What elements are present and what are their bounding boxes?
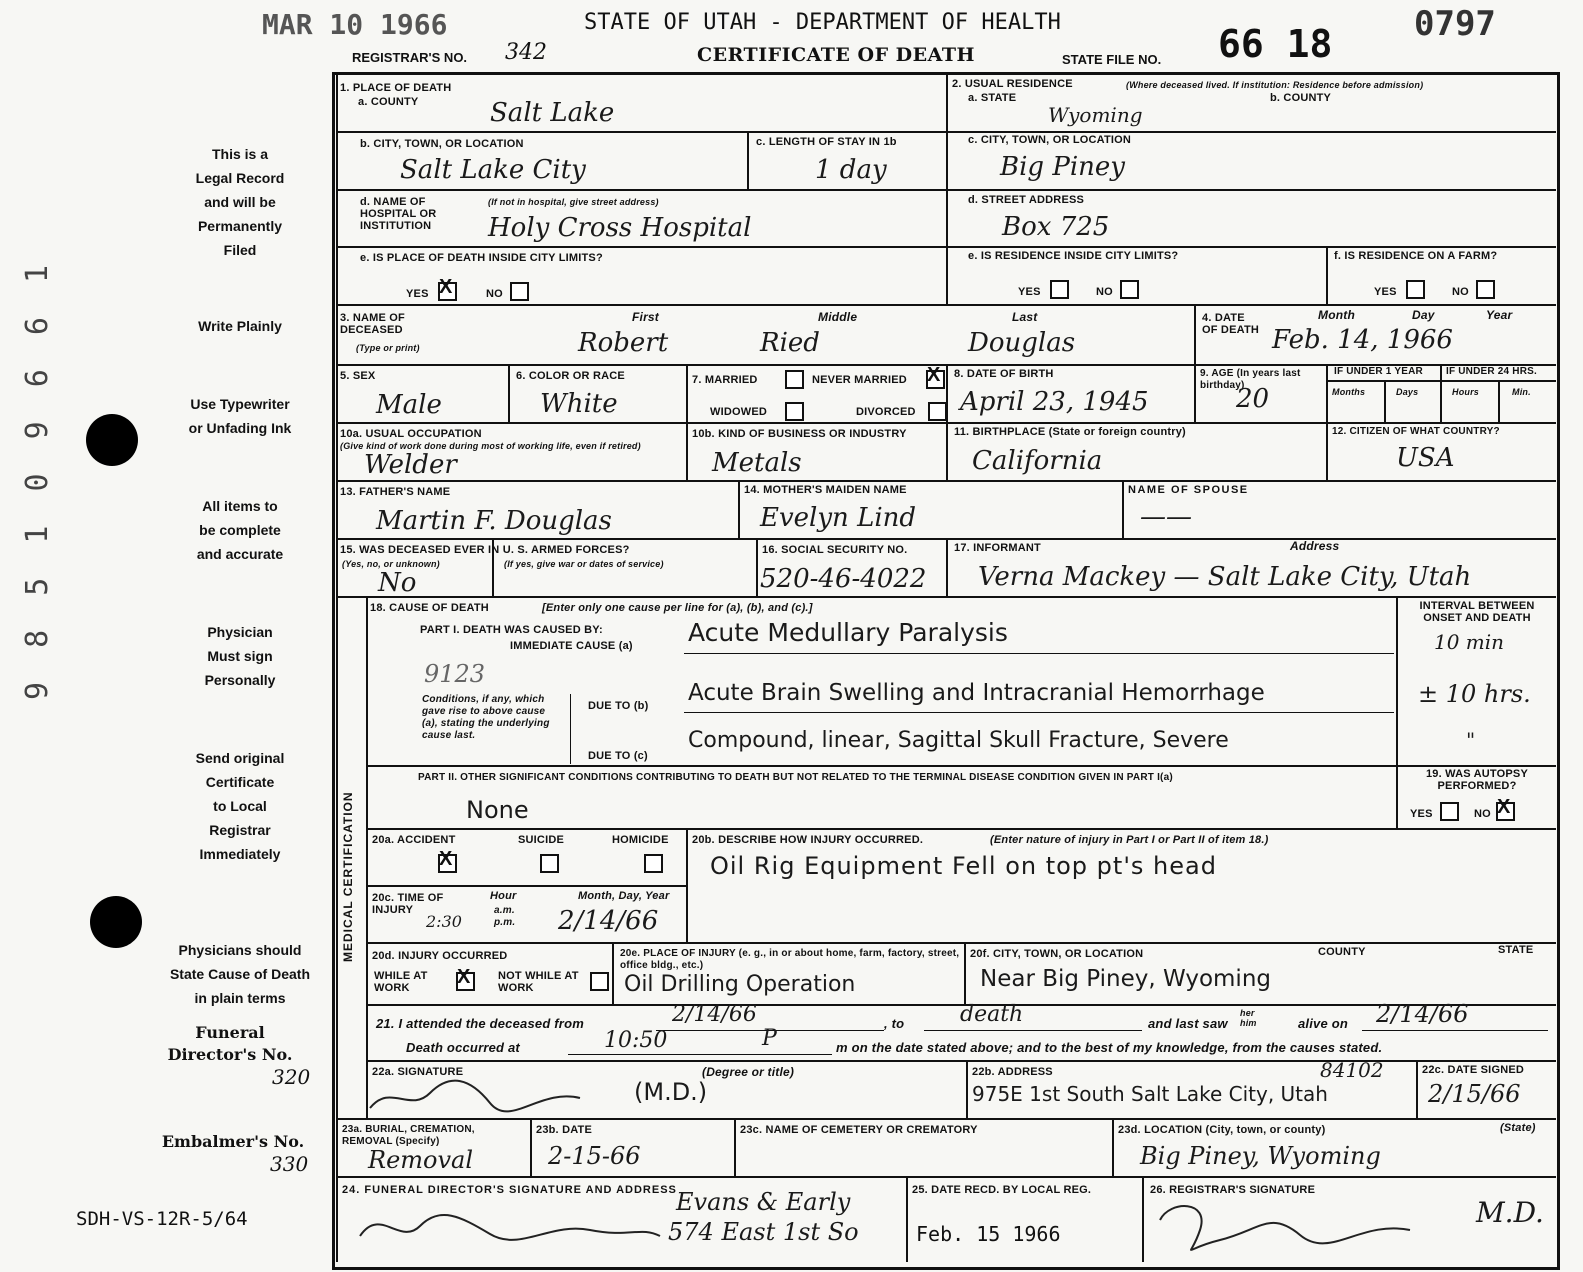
check-mark-while-at-work: X — [457, 966, 471, 988]
value-mother: Evelyn Lind — [760, 503, 917, 533]
label-address-22b: 22b. ADDRESS — [972, 1066, 1053, 1078]
label-signature: 22a. SIGNATURE — [372, 1066, 464, 1078]
label-her-him: her him — [1240, 1008, 1257, 1028]
label-date-of-death: 4. DATE OF DEATH — [1202, 312, 1260, 336]
label-last-saw: and last saw — [1148, 1016, 1228, 1031]
label-under-24-hrs: IF UNDER 24 HRS. — [1446, 366, 1537, 377]
label-armed-forces: 15. WAS DECEASED EVER IN U. S. ARMED FORCES? — [340, 544, 630, 556]
value-funeral-address: 574 East 1st So — [668, 1218, 859, 1246]
value-father: Martin F. Douglas — [376, 506, 612, 536]
value-physician-address: 975E 1st South Salt Lake City, Utah — [972, 1082, 1328, 1106]
label-time-of-injury: 20c. TIME OF INJURY — [372, 892, 444, 916]
label-city: b. CITY, TOWN, OR LOCATION — [360, 138, 524, 150]
checkbox-no-1e[interactable] — [510, 282, 529, 301]
value-date-received: Feb. 15 1966 — [916, 1222, 1061, 1246]
value-interval-c: " — [1466, 728, 1476, 752]
check-mark-1e: X — [439, 276, 453, 298]
embalmer-number: 330 — [270, 1152, 309, 1176]
label-injury-county: COUNTY — [1318, 946, 1366, 958]
label-dod-year: Year — [1486, 308, 1513, 322]
label-citizen: 12. CITIZEN OF WHAT COUNTRY? — [1332, 426, 1500, 437]
physician-signature — [350, 1068, 590, 1118]
label-on-date-stated: m on the date stated above; and to the best of my knowledge, from the causes stated. — [836, 1040, 1383, 1055]
value-date-of-injury: 2/14/66 — [558, 906, 659, 936]
label-dod-day: Day — [1412, 308, 1435, 322]
value-race: White — [540, 389, 618, 419]
checkbox-not-at-work[interactable] — [590, 972, 609, 991]
note-cause-plain: Physicians should State Cause of Death in plain terms — [169, 942, 311, 1006]
label-describe-injury: 20b. DESCRIBE HOW INJURY OCCURRED. — [692, 834, 924, 846]
checkbox-suicide[interactable] — [540, 854, 559, 873]
label-burial-location: 23d. LOCATION (City, town, or county) — [1118, 1124, 1326, 1136]
value-registrar-suffix: M.D. — [1476, 1196, 1544, 1229]
funeral-director-signature — [350, 1196, 670, 1252]
value-degree: (M.D.) — [634, 1078, 708, 1106]
checkbox-divorced[interactable] — [928, 402, 947, 421]
value-attended-from: 2/14/66 — [672, 1002, 757, 1027]
label-mdy: Month, Day, Year — [578, 890, 670, 902]
label-autopsy: 19. WAS AUTOPSY PERFORMED? — [1425, 768, 1529, 792]
label-armed-note-2: (If yes, give war or dates of service) — [504, 559, 664, 569]
label-autopsy-yes: YES — [1410, 808, 1433, 820]
label-county: a. COUNTY — [358, 96, 419, 108]
label-injury-state: STATE — [1498, 944, 1534, 956]
label-res-farm: f. IS RESIDENCE ON A FARM? — [1334, 250, 1498, 262]
label-hours: Hours — [1452, 387, 1480, 397]
medical-certification-label: MEDICAL CERTIFICATION — [341, 791, 355, 962]
label-conditions: Conditions, if any, which gave rise to above cause (a), stating the underlying cause last. — [422, 694, 550, 741]
value-death-time: 10:50 — [604, 1028, 668, 1053]
label-age: 9. AGE (In years last birthday) — [1200, 368, 1301, 391]
value-res-street: Box 725 — [1002, 212, 1110, 242]
label-interval: INTERVAL BETWEEN ONSET AND DEATH — [1419, 600, 1535, 624]
value-part-2: None — [466, 796, 529, 824]
label-homicide: HOMICIDE — [612, 834, 669, 846]
label-inside-city-limits: e. IS PLACE OF DEATH INSIDE CITY LIMITS? — [360, 252, 603, 264]
label-am-pm: a.m. p.m. — [494, 905, 516, 928]
value-cause-b: Acute Brain Swelling and Intracranial Hemorrhage — [688, 680, 1265, 706]
value-ssn: 520-46-4022 — [760, 564, 927, 594]
value-city: Salt Lake City — [400, 155, 586, 185]
check-mark-accident: X — [439, 848, 453, 870]
label-hospital: d. NAME OF HOSPITAL OR INSTITUTION — [360, 196, 437, 232]
label-res-county: b. COUNTY — [1270, 92, 1332, 104]
label-res-street: d. STREET ADDRESS — [968, 194, 1085, 206]
label-father: 13. FATHER'S NAME — [340, 486, 451, 498]
note-complete: All items to be complete and accurate — [196, 498, 284, 562]
label-not-while-at-work: NOT WHILE AT WORK — [498, 970, 579, 994]
label-injury-city: 20f. CITY, TOWN, OR LOCATION — [970, 948, 1144, 960]
state-file-label: STATE FILE NO. — [1062, 52, 1162, 67]
value-date-of-death: Feb. 14, 1966 — [1272, 325, 1453, 355]
label-armed-note-1: (Yes, no, or unknown) — [342, 559, 440, 569]
label-dod-month: Month — [1318, 308, 1355, 322]
value-funeral-name: Evans & Early — [676, 1188, 851, 1216]
value-last-name: Douglas — [968, 328, 1076, 358]
label-occupation-note: (Give kind of work done during most of working life, even if retired) — [340, 441, 641, 451]
label-alive-on: alive on — [1298, 1016, 1349, 1031]
value-sex: Male — [376, 390, 442, 420]
checkbox-yes-2e[interactable] — [1050, 280, 1069, 299]
label-ssn: 16. SOCIAL SECURITY NO. — [762, 544, 908, 556]
document-title: STATE OF UTAH - DEPARTMENT OF HEALTH — [584, 10, 1061, 35]
serial-number: 0797 — [1414, 4, 1496, 44]
label-res-city: c. CITY, TOWN, OR LOCATION — [968, 134, 1132, 146]
label-cemetery: 23c. NAME OF CEMETERY OR CREMATORY — [740, 1124, 978, 1136]
label-days: Days — [1396, 387, 1419, 397]
check-mark-never-married: X — [927, 364, 941, 386]
value-zip: 84102 — [1320, 1058, 1384, 1082]
label-usual-residence: 2. USUAL RESIDENCE — [952, 78, 1073, 90]
value-armed-forces: No — [378, 568, 417, 598]
value-alive-on: 2/14/66 — [1376, 1000, 1469, 1028]
label-birthplace: 11. BIRTHPLACE (State or foreign country) — [954, 426, 1186, 438]
value-cause-a: Acute Medullary Paralysis — [688, 618, 1008, 647]
label-occupation: 10a. USUAL OCCUPATION — [340, 428, 482, 440]
value-injury-description: Oil Rig Equipment Fell on top pt's head — [710, 852, 1217, 880]
funeral-director-number: 320 — [272, 1065, 311, 1089]
value-middle-name: Ried — [760, 328, 820, 358]
label-place-of-injury: 20e. PLACE OF INJURY (e. g., in or about home, farm, factory, street, office bldg., etc.) — [620, 948, 960, 971]
label-part-2: PART II. OTHER SIGNIFICANT CONDITIONS CONTRIBUTING TO DEATH BUT NOT RELATED TO THE TERMINAL DISEASE CONDITION GIVEN IN PART I(a) — [418, 772, 1173, 783]
checkbox-married[interactable] — [785, 370, 804, 389]
note-send-original: Send original Certificate to Local Registrar Immediately — [195, 750, 285, 862]
label-no-2f: NO — [1452, 286, 1469, 298]
label-death-occurred-at: Death occurred at — [406, 1040, 520, 1055]
label-informant-address: Address — [1290, 539, 1340, 553]
value-length-of-stay: 1 day — [815, 155, 887, 185]
label-hour: Hour — [490, 890, 517, 902]
value-place-of-injury: Oil Drilling Operation — [624, 972, 856, 997]
label-last: Last — [1012, 310, 1038, 324]
label-disposition-date: 23b. DATE — [536, 1124, 592, 1136]
checkbox-no-2e[interactable] — [1120, 280, 1139, 299]
registrar-signature — [1150, 1190, 1450, 1260]
value-hospital: Holy Cross Hospital — [488, 213, 752, 243]
value-age: 20 — [1236, 384, 1270, 414]
label-no-1e: NO — [486, 288, 503, 300]
checkbox-widowed[interactable] — [785, 402, 804, 421]
label-type-or-print: (Type or print) — [356, 343, 420, 353]
value-note-code: 9123 — [424, 660, 486, 688]
document-subtitle: CERTIFICATE OF DEATH — [697, 44, 975, 66]
label-length-of-stay: c. LENGTH OF STAY IN 1b — [756, 136, 897, 148]
label-cause-note: [Enter only one cause per line for (a), (b), and (c).] — [542, 602, 813, 614]
label-never-married: NEVER MARRIED — [812, 374, 907, 386]
label-months: Months — [1332, 387, 1366, 397]
label-degree: (Degree or title) — [702, 1065, 795, 1079]
checkbox-homicide[interactable] — [644, 854, 663, 873]
label-date-signed: 22c. DATE SIGNED — [1422, 1064, 1525, 1076]
registrar-label: REGISTRAR'S NO. — [352, 50, 468, 65]
label-race: 6. COLOR OR RACE — [516, 370, 625, 382]
note-write-plainly: Write Plainly — [198, 318, 282, 334]
label-cause-of-death: 18. CAUSE OF DEATH — [370, 602, 489, 614]
registrar-number: 342 — [505, 40, 547, 65]
value-res-city: Big Piney — [1000, 152, 1125, 182]
label-yes-2f: YES — [1374, 286, 1397, 298]
label-part-1: PART I. DEATH WAS CAUSED BY: — [420, 624, 603, 636]
label-yes-2e: YES — [1018, 286, 1041, 298]
value-time-of-injury: 2:30 — [426, 912, 462, 931]
value-res-state: Wyoming — [1048, 103, 1143, 127]
label-burial: 23a. BURIAL, CREMATION, REMOVAL (Specify) — [342, 1124, 475, 1147]
label-first: First — [632, 310, 660, 324]
note-physician-sign: Physician Must sign Personally — [204, 624, 276, 688]
value-first-name: Robert — [578, 328, 669, 358]
label-residence-note: (Where deceased lived. If institution: Residence before admission) — [1126, 80, 1424, 90]
label-spouse: NAME OF SPOUSE — [1128, 484, 1249, 496]
label-yes-1e: YES — [406, 288, 429, 300]
value-birthplace: California — [972, 446, 1103, 476]
value-interval-b: ± 10 hrs. — [1418, 680, 1531, 708]
label-date-of-birth: 8. DATE OF BIRTH — [954, 368, 1054, 380]
label-burial-state: (State) — [1500, 1122, 1536, 1134]
label-accident: 20a. ACCIDENT — [372, 834, 456, 846]
label-hospital-note: (If not in hospital, give street address) — [488, 197, 659, 207]
value-business: Metals — [712, 448, 802, 478]
checkbox-no-2f[interactable] — [1476, 280, 1495, 299]
label-funeral-director: 24. FUNERAL DIRECTOR'S SIGNATURE AND ADDRESS — [342, 1184, 677, 1196]
value-injury-city: Near Big Piney, Wyoming — [980, 966, 1272, 992]
label-sex: 5. SEX — [340, 370, 376, 382]
label-due-to-b: DUE TO (b) — [588, 700, 649, 712]
label-mother: 14. MOTHER'S MAIDEN NAME — [744, 484, 907, 496]
punch-hole-bottom — [90, 896, 142, 948]
form-number: SDH-VS-12R-5/64 — [76, 1208, 248, 1230]
value-attended-to: death — [960, 1002, 1024, 1027]
received-stamp: MAR 10 1966 — [262, 8, 448, 41]
value-informant: Verna Mackey — Salt Lake City, Utah — [978, 562, 1472, 592]
label-widowed: WIDOWED — [710, 406, 768, 418]
label-business: 10b. KIND OF BUSINESS OR INDUSTRY — [692, 428, 907, 440]
label-middle: Middle — [818, 310, 858, 324]
vertical-file-number: 9 8 5 1 0 9 6 6 1 — [20, 256, 55, 700]
value-spouse: —— — [1140, 502, 1192, 532]
funeral-director-label: Funeral Director's No. — [167, 1023, 293, 1064]
label-suicide: SUICIDE — [518, 834, 565, 846]
label-injury-occurred: 20d. INJURY OCCURRED — [372, 950, 508, 962]
label-attended-from: 21. I attended the deceased from — [376, 1016, 584, 1031]
value-disposition-date: 2-15-66 — [548, 1142, 641, 1170]
value-cause-c: Compound, linear, Sagittal Skull Fracture, Severe — [688, 728, 1229, 753]
value-occupation: Welder — [364, 450, 457, 480]
label-res-state: a. STATE — [968, 92, 1017, 104]
value-date-signed: 2/15/66 — [1428, 1080, 1521, 1108]
label-registrar-signature: 26. REGISTRAR'S SIGNATURE — [1150, 1184, 1316, 1196]
label-informant: 17. INFORMANT — [954, 542, 1041, 554]
value-date-of-birth: April 23, 1945 — [960, 387, 1149, 417]
label-name-of-deceased: 3. NAME OF DECEASED — [340, 312, 405, 336]
state-file-number: 66 18 — [1218, 22, 1333, 66]
value-county: Salt Lake — [490, 98, 615, 128]
value-burial-location: Big Piney, Wyoming — [1140, 1142, 1381, 1170]
label-married: 7. MARRIED — [692, 374, 758, 386]
label-no-2e: NO — [1096, 286, 1113, 298]
label-while-at-work: WHILE AT WORK — [374, 970, 428, 994]
value-citizen: USA — [1396, 443, 1455, 473]
note-legal-record: This is a Legal Record and will be Permanently Filed — [195, 146, 285, 258]
embalmer-label: Embalmer's No. — [161, 1132, 305, 1151]
value-disposition: Removal — [368, 1146, 474, 1174]
checkbox-autopsy-yes[interactable] — [1440, 802, 1459, 821]
label-immediate-cause: IMMEDIATE CAUSE (a) — [510, 640, 633, 652]
label-due-to-c: DUE TO (c) — [588, 750, 648, 762]
label-min: Min. — [1512, 387, 1531, 397]
label-autopsy-no: NO — [1474, 808, 1491, 820]
label-under-1-year: IF UNDER 1 YEAR — [1334, 366, 1423, 377]
checkbox-yes-2f[interactable] — [1406, 280, 1425, 299]
label-date-received: 25. DATE RECD. BY LOCAL REG. — [912, 1184, 1092, 1196]
check-mark-autopsy-no: X — [1497, 796, 1511, 818]
value-interval-a: 10 min — [1434, 630, 1505, 654]
value-death-ampm: P — [762, 1026, 777, 1051]
punch-hole-top — [86, 414, 138, 466]
label-res-inside-city: e. IS RESIDENCE INSIDE CITY LIMITS? — [968, 250, 1179, 262]
label-to: , to — [884, 1016, 905, 1031]
label-divorced: DIVORCED — [856, 406, 916, 418]
label-place-of-death: 1. PLACE OF DEATH — [340, 82, 452, 94]
note-typewriter: Use Typewriter or Unfading Ink — [188, 396, 292, 436]
label-describe-note: (Enter nature of injury in Part I or Part II of item 18.) — [990, 834, 1269, 846]
